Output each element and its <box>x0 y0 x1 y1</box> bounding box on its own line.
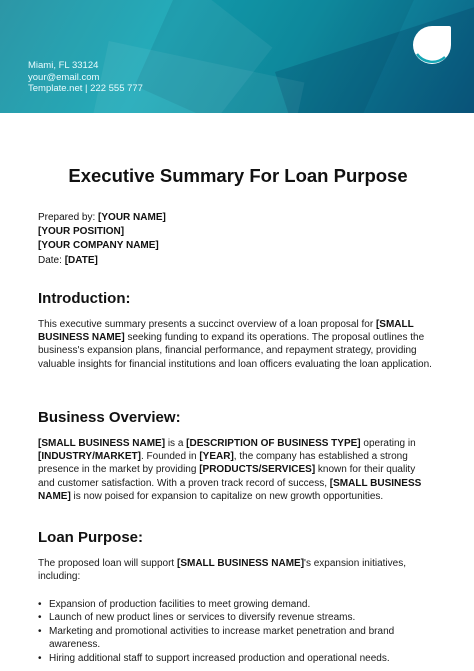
loan-purpose-heading: Loan Purpose: <box>38 529 144 546</box>
date-label: Date: <box>38 254 65 266</box>
website-phone-text: Template.net | 222 555 777 <box>28 83 143 94</box>
bo-text-6: is now poised for expansion to capitalize on new growth opportunities. <box>70 490 384 502</box>
list-item-text: Marketing and promotional activities to increase market penetration and brand awareness. <box>49 625 395 651</box>
list-item-text: Hiring additional staff to support increased production and operational needs. <box>49 652 390 664</box>
list-item <box>38 598 438 611</box>
bullet-icon: • <box>38 599 42 610</box>
prepared-by-value: [YOUR NAME] <box>98 212 166 223</box>
bo-text-1: is a <box>165 438 187 449</box>
prepared-by-label: Prepared by: <box>38 212 99 223</box>
list-item <box>38 611 438 624</box>
contact-info <box>28 60 143 95</box>
prepared-by-block <box>38 211 166 268</box>
company-line <box>38 239 166 253</box>
list-item <box>38 652 438 665</box>
bo-bold-1: [SMALL BUSINESS NAME] <box>38 438 166 449</box>
bullet-icon: • <box>38 652 42 664</box>
rounded-leaf-logo-icon <box>411 24 453 66</box>
email-text: your@email.com <box>28 71 100 83</box>
page-title: Executive Summary For Loan Purpose <box>68 165 408 186</box>
lp-text-2: 's expansion initiatives, including: <box>38 558 406 583</box>
bo-bold-5: [PRODUCTS/SERVICES] <box>199 464 316 476</box>
bo-text-2: operating in <box>360 438 416 449</box>
bullet-icon: • <box>38 612 42 624</box>
bo-text-3: . Founded in <box>140 451 200 463</box>
bullet-icon: • <box>38 625 42 637</box>
header-banner <box>0 0 474 113</box>
intro-text-1: This executive summary presents a succinct overview of a loan proposal for <box>38 319 376 330</box>
loan-purpose-list <box>38 598 438 665</box>
bo-bold-3: [INDUSTRY/MARKET] <box>38 451 141 463</box>
loan-purpose-paragraph <box>38 557 434 583</box>
introduction-heading: Introduction: <box>38 290 131 307</box>
business-overview-heading: Business Overview: <box>38 409 181 426</box>
intro-bold-1: [SMALL BUSINESS NAME] <box>38 319 414 344</box>
company-value: [YOUR COMPANY NAME] <box>38 240 159 252</box>
bo-bold-2: [DESCRIPTION OF BUSINESS TYPE] <box>186 438 361 449</box>
lp-text-1: The proposed loan will support <box>38 558 177 569</box>
lp-bold-1: [SMALL BUSINESS NAME] <box>176 558 305 569</box>
intro-text-2: seeking funding to expand its operations. The proposal outlines the business's expansion plans, financial performance, and repayment strategy, providing valuable insights for financial institutions and loan officers evaluating the loan application. <box>38 332 432 370</box>
list-item-text: Expansion of production facilities to meet growing demand. <box>49 599 311 610</box>
bo-text-5: known for their quality and customer satisfaction. With a proven track record of success, <box>38 464 416 489</box>
introduction-paragraph <box>38 318 434 371</box>
address-text: Miami, FL 33124 <box>28 60 99 71</box>
bo-text-4: , the company has established a strong presence in the market by providing <box>38 451 408 476</box>
bo-bold-4: [YEAR] <box>199 451 234 463</box>
position-line <box>38 225 166 239</box>
prepared-by-line <box>38 211 166 225</box>
date-value: [DATE] <box>64 254 98 266</box>
list-item-text: Launch of new product lines or services to diversify revenue streams. <box>49 612 356 624</box>
bo-bold-6: [SMALL BUSINESS NAME] <box>38 477 422 502</box>
position-value: [YOUR POSITION] <box>38 226 125 238</box>
date-line <box>38 254 166 268</box>
list-item <box>38 625 438 652</box>
business-overview-paragraph <box>38 437 434 503</box>
